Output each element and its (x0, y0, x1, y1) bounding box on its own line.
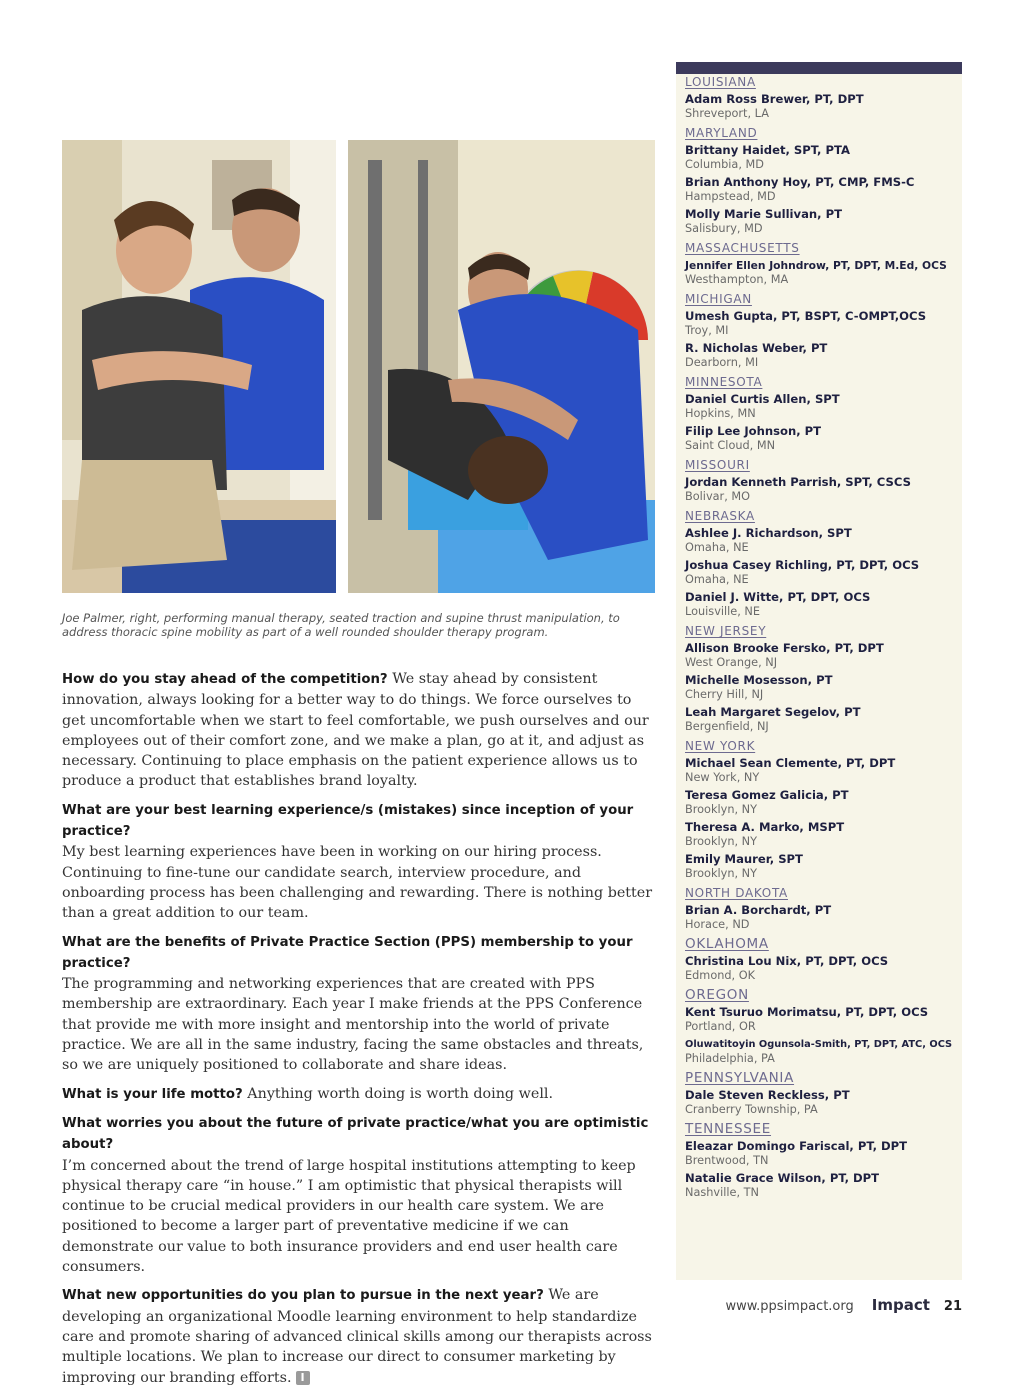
member-entry (685, 954, 954, 982)
member-entry (685, 392, 954, 420)
state-heading: PENNSYLVANIA (685, 1070, 795, 1086)
state-heading: NORTH DAKOTA (685, 886, 788, 900)
state-heading: MISSOURI (685, 458, 750, 472)
member-entry (685, 705, 954, 733)
member-entry (685, 1037, 954, 1065)
member-name: Christina Lou Nix, PT, DPT, OCS (685, 954, 889, 968)
member-name: Brian Anthony Hoy, PT, CMP, FMS-C (685, 175, 915, 189)
member-entry (685, 143, 954, 171)
state-heading: OREGON (685, 987, 749, 1003)
member-city: Brooklyn, NY (685, 867, 758, 880)
state-heading: MASSACHUSETTS (685, 241, 800, 255)
member-entry (685, 92, 954, 120)
state-heading: NEW JERSEY (685, 624, 767, 638)
qa-item (62, 1113, 658, 1277)
member-entry (685, 1088, 954, 1116)
member-city: Columbia, MD (685, 158, 764, 171)
state-heading: MINNESOTA (685, 375, 763, 389)
member-city: Omaha, NE (685, 541, 749, 554)
member-city: Horace, ND (685, 918, 750, 931)
member-name: Brittany Haidet, SPT, PTA (685, 143, 850, 157)
member-entry (685, 207, 954, 235)
state-heading: TENNESSEE (685, 1121, 772, 1137)
member-name: Jennifer Ellen Johndrow, PT, DPT, M.Ed, OCS (685, 259, 947, 272)
member-entry (685, 788, 954, 816)
state-heading: LOUISIANA (685, 75, 756, 89)
member-city: Brooklyn, NY (685, 803, 758, 816)
member-name: Molly Marie Sullivan, PT (685, 207, 843, 221)
member-name: Eleazar Domingo Fariscal, PT, DPT (685, 1139, 908, 1153)
member-entry (685, 424, 954, 452)
answer: We are developing an organizational Moodle learning environment to help standardize care and promote sharing of advanced clinical skills among our therapists across multiple locations. We plan to increase our direct to consumer marketing by improving our branding efforts. (62, 1287, 652, 1386)
member-city: Hampstead, MD (685, 190, 776, 203)
qa-item (62, 932, 658, 1076)
member-city: Nashville, TN (685, 1186, 760, 1199)
member-city: Omaha, NE (685, 573, 749, 586)
member-entry (685, 903, 954, 931)
member-name: Natalie Grace Wilson, PT, DPT (685, 1171, 880, 1185)
member-city: Cherry Hill, NJ (685, 688, 764, 701)
sidebar-top-bar (676, 62, 962, 74)
question: What is your life motto? (62, 1086, 243, 1102)
member-entry (685, 1139, 954, 1167)
question: How do you stay ahead of the competition? (62, 672, 388, 687)
member-name: R. Nicholas Weber, PT (685, 341, 828, 355)
end-of-article-icon: I (296, 1371, 310, 1385)
answer: My best learning experiences have been in working on our hiring process. Continuing to fine-tune our candidate search, interview procedure, and onboarding process has been challenging and rewarding. There is nothing better than a great addition to our team. (62, 844, 653, 922)
member-entry (685, 852, 954, 880)
member-entry (685, 673, 954, 701)
member-city: Bolivar, MO (685, 490, 751, 503)
member-name: Filip Lee Johnson, PT (685, 424, 822, 438)
member-city: Dearborn, MI (685, 356, 759, 369)
member-city: Westhampton, MA (685, 273, 789, 286)
member-city: Salisbury, MD (685, 222, 763, 235)
footer-brand: Impact (871, 1296, 930, 1314)
member-entry (685, 558, 954, 586)
member-name: Adam Ross Brewer, PT, DPT (685, 92, 864, 106)
state-heading: MICHIGAN (685, 292, 752, 306)
qa-item (62, 1084, 658, 1105)
member-city: Saint Cloud, MN (685, 439, 776, 452)
answer: I’m concerned about the trend of large hospital institutions attempting to keep physical therapy care “in house.” I am optimistic that physical therapists will continue to be crucial medical providers in our health care system. We are positioned to become a larger part of preventative medicine if we can demonstrate our value to both insurance providers and end user health care consumers. (62, 1157, 636, 1276)
member-name: Dale Steven Reckless, PT (685, 1088, 850, 1102)
member-entry (685, 526, 954, 554)
question: What are the benefits of Private Practice Section (PPS) membership to your practice? (62, 934, 633, 971)
member-city: New York, NY (685, 771, 760, 784)
member-city: Cranberry Township, PA (685, 1103, 818, 1116)
member-list (676, 74, 962, 1199)
member-name: Michael Sean Clemente, PT, DPT (685, 756, 896, 770)
member-city: Troy, MI (685, 324, 729, 337)
photo-supine-manipulation (348, 140, 655, 593)
member-entry (685, 641, 954, 669)
member-name: Emily Maurer, SPT (685, 852, 803, 866)
new-members-sidebar (676, 62, 962, 1280)
page-number: 21 (943, 1299, 962, 1314)
member-name: Joshua Casey Richling, PT, DPT, OCS (685, 558, 920, 572)
member-city: Philadelphia, PA (685, 1052, 775, 1065)
member-name: Daniel J. Witte, PT, DPT, OCS (685, 590, 871, 604)
member-name: Kent Tsuruo Morimatsu, PT, DPT, OCS (685, 1005, 929, 1019)
question: What are your best learning experience/s (mistakes) since inception of your practice? (62, 802, 634, 840)
member-city: Hopkins, MN (685, 407, 756, 420)
state-heading: MARYLAND (685, 126, 758, 140)
member-name: Umesh Gupta, PT, BSPT, C-OMPT,OCS (685, 309, 927, 323)
answer: Anything worth doing is worth doing well. (247, 1085, 554, 1102)
member-name: Jordan Kenneth Parrish, SPT, CSCS (685, 475, 911, 489)
member-entry (685, 258, 954, 286)
member-entry (685, 175, 954, 203)
member-entry (685, 341, 954, 369)
member-entry (685, 820, 954, 848)
member-entry (685, 309, 954, 337)
page-footer (725, 1296, 962, 1314)
member-entry (685, 590, 954, 618)
member-name: Theresa A. Marko, MSPT (685, 820, 845, 834)
answer: We stay ahead by consistent innovation, always looking for a better way to do things. We force ourselves to get uncomfortable when we start to feel comfortable, we push ourselves and our employees out of their comfort zone, and we make a plan, go at it, and adjust as necessary. Continuing to place emphasis on the patient experience allows us to produce a product that establishes brand loyalty. (62, 671, 649, 790)
member-entry (685, 1005, 954, 1033)
member-entry (685, 756, 954, 784)
member-name: Allison Brooke Fersko, PT, DPT (685, 641, 884, 655)
state-heading: NEBRASKA (685, 509, 755, 523)
state-heading: NEW YORK (685, 739, 756, 753)
member-city: West Orange, NJ (685, 656, 778, 669)
photo-seated-traction (62, 140, 336, 593)
member-name: Brian A. Borchardt, PT (685, 903, 832, 917)
member-name: Ashlee J. Richardson, SPT (685, 526, 852, 540)
member-city: Portland, OR (685, 1020, 756, 1033)
member-city: Shreveport, LA (685, 107, 769, 120)
member-city: Bergenfield, NJ (685, 720, 769, 733)
member-name: Teresa Gomez Galicia, PT (685, 788, 849, 802)
photo-caption: Joe Palmer, right, performing manual therapy, seated traction and supine thrust manipulation, to address thoracic spine mobility as part of a well rounded shoulder therapy program. (62, 611, 620, 639)
member-name: Michelle Mosesson, PT (685, 673, 833, 687)
question: What new opportunities do you plan to pursue in the next year? (62, 1288, 544, 1304)
question: What worries you about the future of private practice/what you are optimistic about? (62, 1115, 649, 1153)
interview-text (62, 669, 658, 1396)
qa-item (62, 669, 658, 792)
member-name: Leah Margaret Segelov, PT (685, 705, 861, 719)
member-city: Brentwood, TN (685, 1154, 769, 1167)
member-city: Edmond, OK (685, 969, 756, 982)
answer: The programming and networking experiences that are created with PPS membership are extraordinary. Each year I make friends at the PPS Conference that provide me with more insight and mentorship into the world of private practice. We are all in the same industry, facing the same obstacles and threats, so we are uniquely positioned to collaborate and share ideas. (62, 976, 644, 1074)
member-name: Daniel Curtis Allen, SPT (685, 392, 840, 406)
member-entry (685, 475, 954, 503)
member-name: Oluwatitoyin Ogunsola-Smith, PT, DPT, ATC, OCS (685, 1039, 953, 1050)
member-city: Brooklyn, NY (685, 835, 758, 848)
footer-url: www.ppsimpact.org (725, 1299, 854, 1314)
member-entry (685, 1171, 954, 1199)
qa-item (62, 1285, 658, 1387)
member-city: Louisville, NE (685, 605, 761, 618)
state-heading: OKLAHOMA (685, 936, 769, 952)
qa-item (62, 800, 658, 924)
